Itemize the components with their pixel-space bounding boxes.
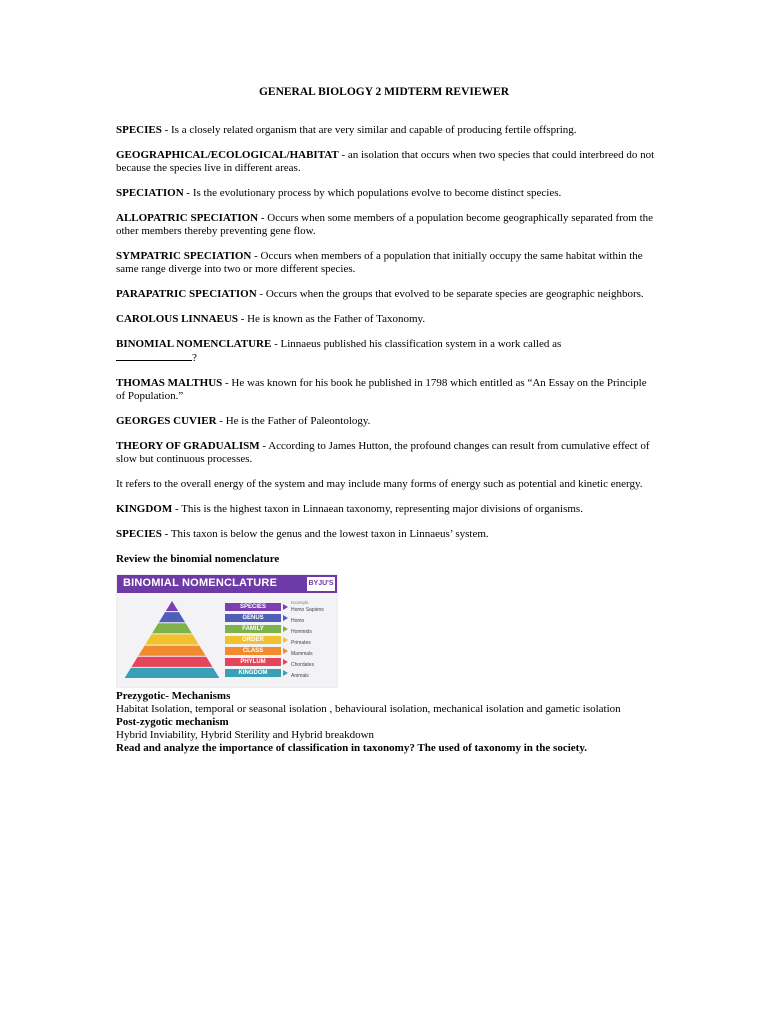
arrow-icon <box>283 648 288 654</box>
tier-label: FAMILY <box>225 625 281 633</box>
term: THEORY OF GRADUALISM <box>116 440 260 452</box>
definition: - He is known as the Father of Taxonomy. <box>237 313 426 325</box>
graphic-banner <box>117 575 337 593</box>
definition: - Is the evolutionary process by which populations evolve to become distinct species. <box>183 187 562 199</box>
postzygotic-heading: Post-zygotic mechanism <box>116 716 229 728</box>
entry-gradualism <box>116 440 656 466</box>
arrow-icon <box>283 670 288 676</box>
arrow-icon <box>283 604 288 610</box>
graphic-plate <box>117 593 337 687</box>
entry-sympatric <box>116 250 656 276</box>
entry-speciation <box>116 187 656 200</box>
prezygotic-text: Habitat Isolation, temporal or seasonal isolation , behavioural isolation, mechanical isolation and gametic isolation <box>116 703 621 715</box>
definition: - This taxon is below the genus and the lowest taxon in Linnaeus’ system. <box>161 528 489 540</box>
term: SPECIATION <box>116 187 184 199</box>
pyramid-tier <box>138 646 205 656</box>
review-heading: Review the binomial nomenclature <box>116 553 280 565</box>
tier-label: SPECIES <box>225 603 281 611</box>
pyramid-tier <box>159 612 185 622</box>
plain-paragraph: It refers to the overall energy of the system and may include many forms of energy such as potential and kinetic energy. <box>116 478 643 490</box>
document-body <box>116 124 656 755</box>
definition: - This is the highest taxon in Linnaean taxonomy, representing major divisions of organisms. <box>172 503 583 515</box>
entry-cuvier <box>116 415 656 428</box>
definition: - Occurs when the groups that evolved to be separate species are geographic neighbors. <box>256 288 644 300</box>
pyramid-tier <box>166 601 178 611</box>
entry-parapatric <box>116 288 656 301</box>
tier-example: Mammals <box>291 651 313 657</box>
term: GEORGES CUVIER <box>116 415 217 427</box>
term: SPECIES <box>116 528 162 540</box>
tier-example: Homo Sapiens <box>291 607 324 613</box>
graphic-title: BINOMIAL NOMENCLATURE <box>123 577 278 589</box>
arrow-icon <box>283 615 288 621</box>
blank-suffix: ? <box>192 352 197 364</box>
definition: - Occurs when members of a population that initially occupy the same habitat within the same range diverge into two or more different species. <box>116 250 643 275</box>
definition: - Is a closely related organism that are very similar and capable of producing fertile offspring. <box>161 124 577 136</box>
entry-geographical <box>116 149 656 175</box>
entry-malthus <box>116 377 656 403</box>
arrow-icon <box>283 637 288 643</box>
definition: - He was known for his book he published in 1798 which entitled as “An Essay on the Principle of Population.” <box>116 377 647 402</box>
tier-label: ORDER <box>225 636 281 644</box>
term: THOMAS MALTHUS <box>116 377 223 389</box>
term: PARAPATRIC SPECIATION <box>116 288 257 300</box>
tier-label: KINGDOM <box>225 669 281 677</box>
term: SPECIES <box>116 124 162 136</box>
term: GEOGRAPHICAL/ECOLOGICAL/HABITAT <box>116 149 339 161</box>
example-label: Example <box>291 600 309 605</box>
tier-example: Hominids <box>291 629 312 635</box>
document-title: GENERAL BIOLOGY 2 MIDTERM REVIEWER <box>258 86 510 98</box>
term: BINOMIAL NOMENCLATURE <box>116 338 272 350</box>
pyramid-icon <box>117 593 227 687</box>
definition: - According to James Hutton, the profound changes can result from cumulative effect of slow but continuous processes. <box>116 440 650 465</box>
pyramid-tier <box>125 668 220 678</box>
tier-example: Animals <box>291 673 309 679</box>
tier-example: Homo <box>291 618 305 624</box>
entry-species-taxon <box>116 528 656 541</box>
definition: - Linnaeus published his classification system in a work called as <box>271 338 562 350</box>
tier-label: GENUS <box>225 614 281 622</box>
definition: - an isolation that occurs when two species that could interbreed do not because the species live in different areas. <box>116 149 655 174</box>
entry-kingdom <box>116 503 656 516</box>
tier-label: CLASS <box>225 647 281 655</box>
term: SYMPATRIC SPECIATION <box>116 250 252 262</box>
fill-in-blank <box>116 351 192 361</box>
term: CAROLOUS LINNAEUS <box>116 313 238 325</box>
prezygotic-heading: Prezygotic- Mechanisms <box>116 690 231 702</box>
entry-allopatric <box>116 212 656 238</box>
byjus-logo: BYJU'S <box>307 577 335 591</box>
term: KINGDOM <box>116 503 173 515</box>
tier-label: PHYLUM <box>225 658 281 666</box>
binomial-nomenclature-graphic <box>116 574 338 688</box>
term: ALLOPATRIC SPECIATION <box>116 212 259 224</box>
pyramid-tier <box>152 623 192 633</box>
definition: - Occurs when some members of a population become geographically separated from the other members thereby preventing gene flow. <box>116 212 654 237</box>
entry-species <box>116 124 656 137</box>
pyramid-tier <box>145 634 199 644</box>
postzygotic-text: Hybrid Inviability, Hybrid Sterility and Hybrid breakdown <box>116 729 375 741</box>
tier-example: Primates <box>291 640 311 646</box>
arrow-icon <box>283 626 288 632</box>
final-question: Read and analyze the importance of classification in taxonomy? The used of taxonomy in the society. <box>116 742 587 754</box>
entry-linnaeus <box>116 313 656 326</box>
tier-example: Chordates <box>291 662 315 668</box>
definition: - He is the Father of Paleontology. <box>216 415 371 427</box>
entry-binomial <box>116 338 656 365</box>
pyramid-tier <box>131 657 212 667</box>
arrow-icon <box>283 659 288 665</box>
